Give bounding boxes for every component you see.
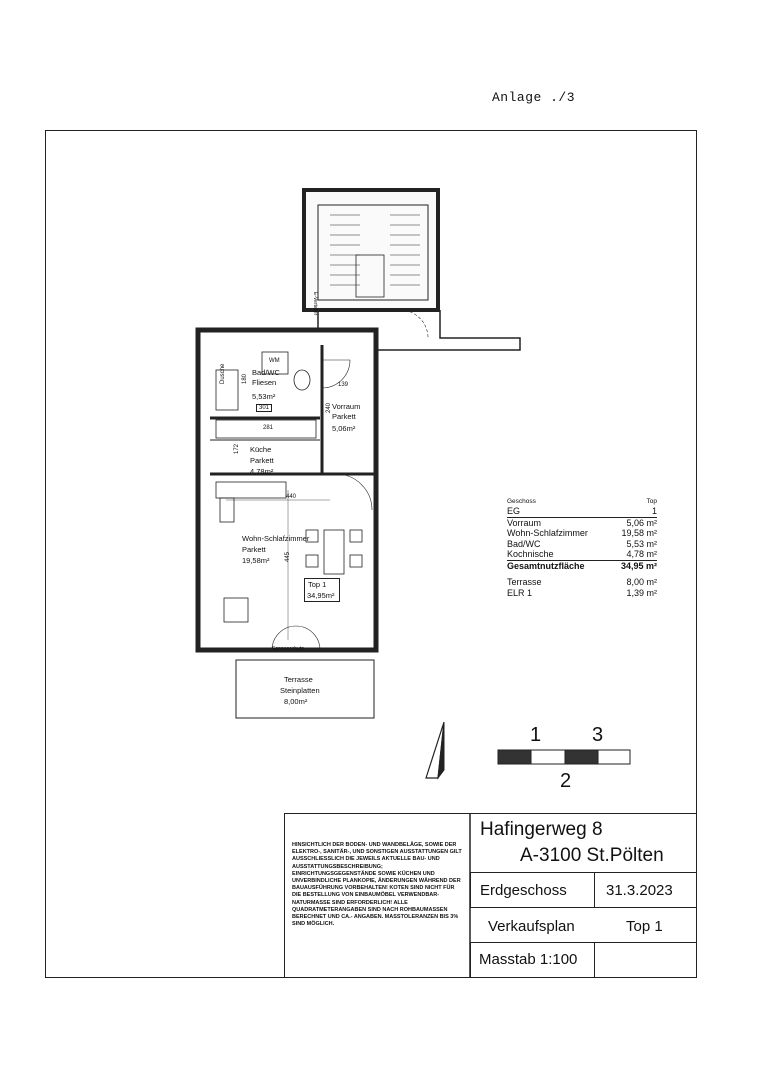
floor-name: Erdgeschoss [480, 882, 567, 899]
e-verteiler-label: E-Verteiler [312, 292, 318, 316]
area-value: 4,78 m² [626, 549, 657, 559]
scale-bar-seg1 [498, 750, 531, 764]
dim-180: 180 [242, 373, 248, 384]
dim-240: 240 [326, 402, 332, 413]
total-value: 34,95 m² [620, 560, 657, 571]
scale-num-1: 1 [530, 724, 542, 746]
scale-num-2: 2 [560, 770, 572, 792]
tb-cell-empty [594, 942, 697, 978]
bad-label: Bad/WC [252, 368, 280, 377]
dim-301: 301 [256, 404, 272, 412]
kueche-area-label: 4,78m² [250, 467, 274, 476]
staircase-wall [304, 190, 438, 310]
top-value: 1 [651, 506, 657, 516]
terrasse-area-label: 8,00m² [284, 697, 308, 706]
terrasse-floor-label: Steinplatten [280, 686, 320, 695]
extra-value: 1,39 m² [626, 587, 657, 598]
dim-440: 440 [286, 494, 297, 500]
door-swing [400, 310, 428, 338]
wm-label: WM [269, 358, 280, 364]
top-label: Top 1 [308, 580, 327, 589]
sonnenschutz-label: Sonnenschutz [272, 646, 304, 652]
area-row [507, 528, 657, 539]
plan-type: Verkaufsplan [488, 918, 575, 935]
area-table-header [507, 497, 657, 506]
kueche-label: Küche [250, 445, 272, 454]
dim-281: 281 [263, 425, 274, 431]
area-name: Wohn-Schlafzimmer [507, 528, 588, 538]
area-row [507, 549, 657, 561]
street: Hafingerweg 8 [480, 819, 603, 840]
area-value: 19,58 m² [621, 528, 657, 538]
bad-floor-label: Fliesen [252, 378, 277, 387]
header-top: Top [646, 498, 657, 505]
area-total-row [507, 561, 657, 572]
city: A-3100 St.Pölten [520, 845, 664, 866]
extra-row [507, 577, 657, 588]
area-value: 5,06 m² [626, 517, 657, 528]
wohn-floor-label: Parkett [242, 545, 266, 554]
extra-name: Terrasse [507, 577, 542, 587]
extra-value: 8,00 m² [626, 577, 657, 587]
top-area-label: 34,95m² [307, 591, 335, 600]
vorraum-area-label: 5,06m² [332, 424, 356, 433]
legal-notes: HINSICHTLICH DER BODEN- UND WANDBELÄGE, SOWIE DER ELEKTRO-, SANITÄR-, UND SONSTIGEN AUSSTATTUNGEN GILT AUSSCHLIESSLICH DIE JEWEILS AKTUELLE BAU- UND AUSSTATTUNGSBESCHREIBUNG; EINRICHTUNGSGEGENSTÄNDE SOWIE KÜCHEN UND UNVERBINDLICHE PLANKOPIE, ÄNDERUNGEN WÄHREND DER BAUAUSFÜHRUNG VORBEHALTEN! KOTEN SIND NICHT FÜR DIE BESTELLUNG VON EINBAUMÖBEL VERWENDBAR- NATURMASSE SIND ERFORDERLICH! ALLE QUADRATMETERANGABEN SIND NACH ROHBAUMASSEN BERECHNET UND CA.- ANGABEN. MASSTOLERANZEN BIS 3% SIND MÖGLICH. [292, 842, 462, 928]
scale-label: Masstab 1:100 [479, 951, 578, 968]
plan-date: 31.3.2023 [606, 882, 673, 899]
area-value: 5,53 m² [626, 538, 657, 549]
kueche-floor-label: Parkett [250, 456, 274, 465]
unit-name: Top 1 [626, 918, 663, 935]
extra-row [507, 588, 657, 599]
dim-172: 172 [234, 443, 240, 454]
wohn-area-label: 19,58m² [242, 556, 270, 565]
wohn-label: Wohn-Schlafzimmer [242, 534, 310, 543]
dusche-label: Dusche [220, 363, 226, 384]
extra-name: ELR 1 [507, 587, 533, 598]
annex-label: Anlage ./3 [492, 90, 576, 105]
header-floor: Geschoss [507, 498, 536, 505]
area-row [507, 518, 657, 529]
dim-139: 139 [338, 382, 349, 388]
total-name: Gesamtnutzfläche [507, 560, 585, 571]
bad-area-label: 5,53m² [252, 392, 276, 401]
area-row [507, 539, 657, 550]
scale-bar-seg3 [565, 750, 598, 764]
floor-value: EG [507, 506, 521, 516]
area-name: Bad/WC [507, 538, 541, 549]
dim-445: 445 [285, 551, 291, 562]
scale-num-3: 3 [592, 724, 604, 746]
area-name: Vorraum [507, 517, 542, 528]
area-table [507, 497, 657, 598]
area-name: Kochnische [507, 549, 554, 559]
vorraum-label: Vorraum [332, 402, 361, 411]
vorraum-floor-label: Parkett [332, 412, 356, 421]
terrasse-label: Terrasse [284, 675, 313, 684]
area-floor-row [507, 506, 657, 518]
